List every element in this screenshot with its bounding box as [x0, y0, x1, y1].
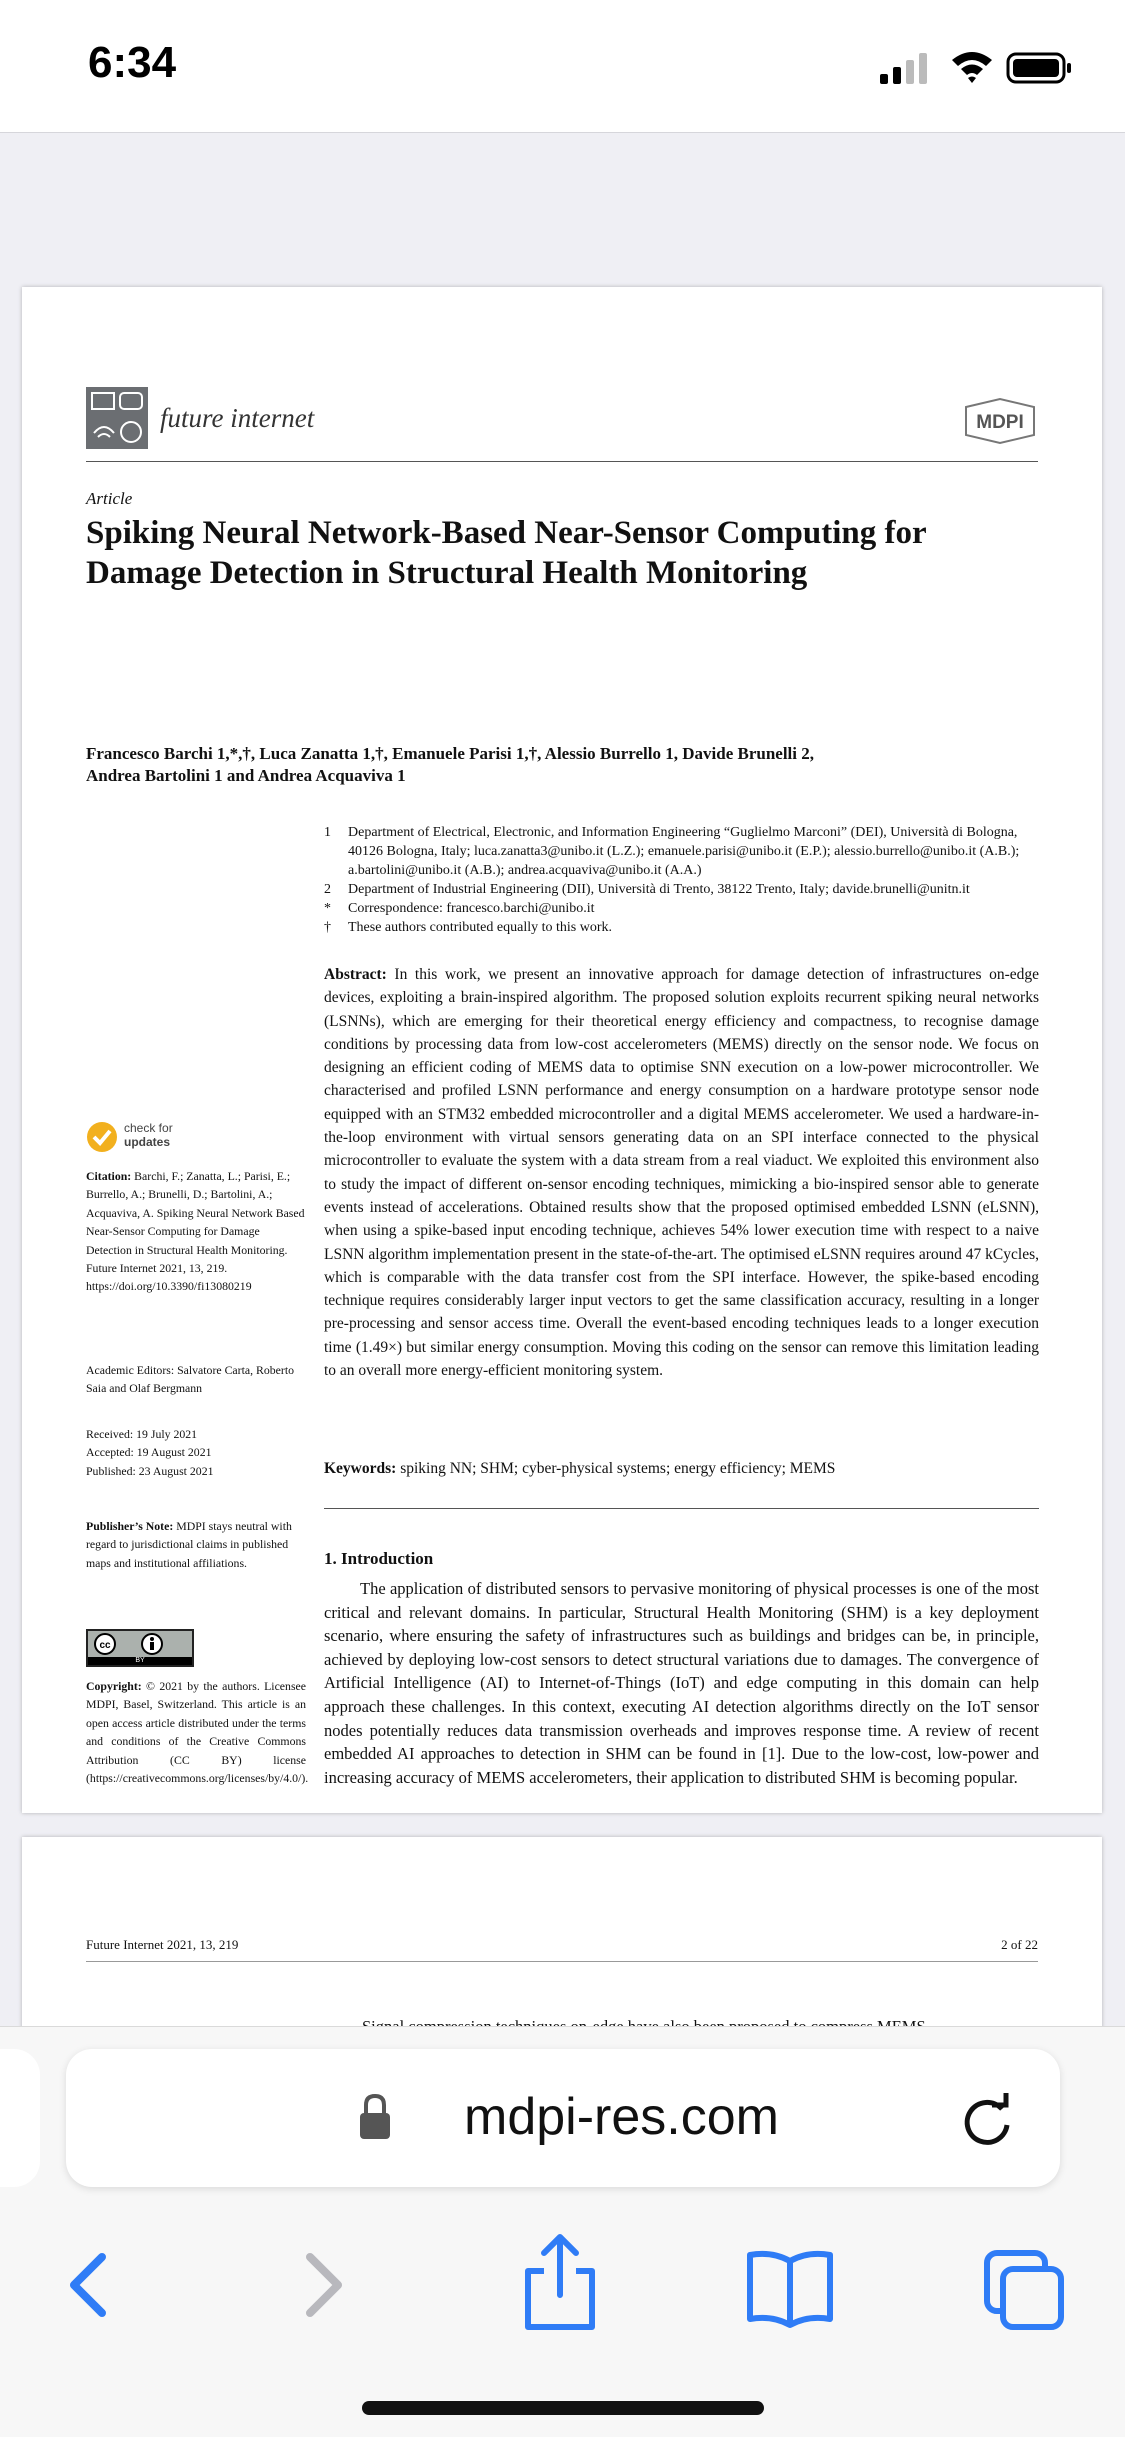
affiliation-2: 2 Department of Industrial Engineering (DII), Università di Trento, 38122 Trento, Italy; davide.brunelli@unitn.it: [324, 882, 970, 897]
pdf-page-1: [22, 287, 1102, 1813]
citation-label: Citation:: [86, 1169, 132, 1183]
dates-block: [86, 1425, 306, 1480]
copyright-text: © 2021 by the authors. Licensee MDPI, Basel, Switzerland. This article is an open access article distributed under the terms and conditions of the Creative Commons Attribution (CC BY) license (https://creativecommons.org/licenses/by/4.0/).: [86, 1679, 309, 1786]
introduction-text: The application of distributed sensors to pervasive monitoring of physical processes is one of the most critical and relevant domains. In particular, Structural Health Monitoring (SHM) is a key deployment scenario, where ensuring the safety of infrastructures such as buildings and bridges can be, in principle, achieved by deploying low-cost sensors to detect structural variations due to damages. The convergence of Artificial Intelligence (AI) to Internet-of-Things (IoT) and edge computing in this domain can help approach these challenges. In this context, executing AI detection algorithms directly on the IoT sensor nodes potentially reduces data transmission overheads and improves response time. A review of recent embedded AI approaches to detection in SHM can be found in [1]. Due to the low-cost, low-power and increasing accuracy of MEMS accelerometers, their application to distributed SHM is becoming popular.: [324, 1579, 1039, 1787]
mdpi-logo-icon: [962, 397, 1038, 445]
tabs-icon[interactable]: [975, 2227, 1075, 2337]
affiliations: [324, 823, 1039, 937]
url-text[interactable]: mdpi-res.com: [464, 2088, 779, 2146]
battery-icon: [1008, 54, 1071, 82]
cc-by-license-badge[interactable]: [86, 1629, 194, 1667]
citation-text: Barchi, F.; Zanatta, L.; Parisi, E.; Burrello, A.; Brunelli, D.; Bartolini, A.; Acquaviva, A. Spiking Neural Network Based Near-Sensor Computing for Damage Detection in Structural Health Monitoring. Future Internet 2021, 13, 219. https://doi.org/10.3390/fi13080219: [86, 1169, 305, 1294]
status-time: 6:34: [88, 38, 177, 87]
keywords-text: spiking NN; SHM; cyber-physical systems; energy efficiency; MEMS: [400, 1460, 836, 1477]
check-for-updates-badge[interactable]: [86, 1119, 306, 1159]
check-updates-line1: check for: [124, 1121, 173, 1135]
page2-header-citation: Future Internet 2021, 13, 219: [86, 1937, 239, 1952]
title-line-2: Damage Detection in Structural Health Monitoring: [86, 555, 808, 591]
published-date: Published: 23 August 2021: [86, 1463, 214, 1478]
authors-line-1: Francesco Barchi 1,*,†, Luca Zanatta 1,†, Emanuele Parisi 1,†, Alessio Burrello 1, Davide Brunelli 2,: [86, 744, 814, 763]
share-icon[interactable]: [510, 2227, 610, 2337]
authors: [86, 743, 1046, 787]
accepted-date: Accepted: 19 August 2021: [86, 1445, 212, 1460]
authors-line-2: Andrea Bartolini 1 and Andrea Acquaviva 1: [86, 766, 406, 785]
keywords-label: Keywords:: [324, 1460, 397, 1477]
pdf-viewer[interactable]: [0, 133, 1125, 2026]
reload-icon[interactable]: [958, 2091, 1016, 2149]
signal-icon: [880, 53, 927, 84]
article-type: Article: [86, 489, 133, 508]
title-line-1: Spiking Neural Network-Based Near-Sensor Computing for: [86, 515, 927, 551]
publisher-note: [86, 1517, 306, 1572]
check-updates-line2: updates: [124, 1135, 171, 1149]
abstract-text: In this work, we present an innovative approach for damage detection of infrastructures on-edge devices, exploiting a brain-inspired algorithm. The proposed solution exploits recurrent spiking neural networks (LSNNs), which are emerging for their theoretical energy efficiency and compactness, to recognise damage conditions by processing data from low-cost accelerometers (MEMS) directly on the sensor node. We focus on designing an efficient coding of MEMS data to optimise SNN execution on a low-power microcontroller. We characterised and profiled LSNN performance and energy consumption on a hardware prototype sensor node equipped with an STM32 embedded microcontroller and a digital MEMS accelerometer. We used a hardware-in-the-loop environment with virtual sensors generating data on an SPI interface connected to the physical microcontroller to evaluate the system with a data stream from a real viaduct. We exploited this environment also to study the impact of different on-sensor encoding techniques, mimicking a bio-inspired sensor able to generate events instead of accelerations. Obtained results show that the proposed optimised embedded LSNN (eLSNN), when using a spike-based input encoding technique, achieves 54% lower execution time with respect to a naive LSNN algorithm implementation present in the state-of-the-art. The optimised eLSNN requires around 47 kCycles, which is comparable with the data transfer cost from the SPI interface. However, the spike-based encoding technique requires considerably larger input vectors to get the same classification accuracy, resulting in a longer pre-processing and sensor access time. Overall the event-based encoding techniques leads to a longer execution time (1.49×) but similar energy consumption. Moving this coding on the sensor can remove this limitation leading to an overall more energy-efficient monitoring system.: [324, 966, 1040, 1380]
previous-tab-preview[interactable]: [0, 2049, 40, 2187]
status-icons: [880, 50, 1080, 90]
academic-editors: Academic Editors: Salvatore Carta, Roberto Saia and Olaf Bergmann: [86, 1363, 295, 1396]
keywords: [324, 1457, 1039, 1480]
abstract-rule: [324, 1508, 1039, 1509]
publisher-name: MDPI: [976, 412, 1024, 433]
browser-toolbar: [0, 2026, 1125, 2437]
publisher-note-text: MDPI stays neutral with regard to jurisdictional claims in published maps and institutional affiliations.: [86, 1519, 292, 1570]
copyright-label: Copyright:: [86, 1679, 142, 1693]
check-updates-icon: [86, 1121, 118, 1153]
copyright-block: [86, 1677, 309, 1787]
back-icon[interactable]: [50, 2227, 150, 2337]
page-number: 2 of 22: [1001, 1937, 1038, 1952]
forward-icon[interactable]: [280, 2227, 380, 2337]
page2-header-rule: [86, 1961, 1038, 1962]
header-rule: [86, 461, 1038, 462]
home-indicator[interactable]: [362, 2401, 764, 2415]
wifi-icon: [952, 52, 992, 83]
section-heading: 1. Introduction: [324, 1549, 434, 1568]
status-bar: [0, 0, 1125, 133]
publisher-note-label: Publisher’s Note:: [86, 1519, 174, 1533]
svg-text:cc: cc: [99, 1640, 111, 1651]
equal-contribution-note: † These authors contributed equally to this work.: [324, 920, 612, 935]
journal-name: future internet: [160, 403, 315, 433]
cc-by-label: BY: [88, 1657, 192, 1665]
cc-icon: [88, 1631, 192, 1657]
journal-logo-icon: [86, 387, 148, 449]
article-title: [86, 513, 1046, 593]
address-bar[interactable]: [66, 2049, 1060, 2187]
abstract: [324, 963, 1039, 1382]
lock-icon: [358, 2093, 392, 2141]
abstract-label: Abstract:: [324, 966, 387, 983]
affiliation-1: 1 Department of Electrical, Electronic, and Information Engineering “Guglielmo Marconi” (DEI), Università di Bologna, 40126 Bologna, Italy; luca.zanatta3@unibo.it (L.Z.); emanuele.parisi@unibo.it (E.P.); alessio.burrello@unibo.it (A.B.); a.bartolini@unibo.it (A.B.); andrea.acquaviva@unibo.it (A.A.): [324, 825, 1020, 878]
received-date: Received: 19 July 2021: [86, 1427, 198, 1441]
bookmarks-icon[interactable]: [740, 2227, 840, 2337]
citation-block: [86, 1167, 306, 1296]
correspondence: * Correspondence: francesco.barchi@unibo.it: [324, 901, 595, 916]
